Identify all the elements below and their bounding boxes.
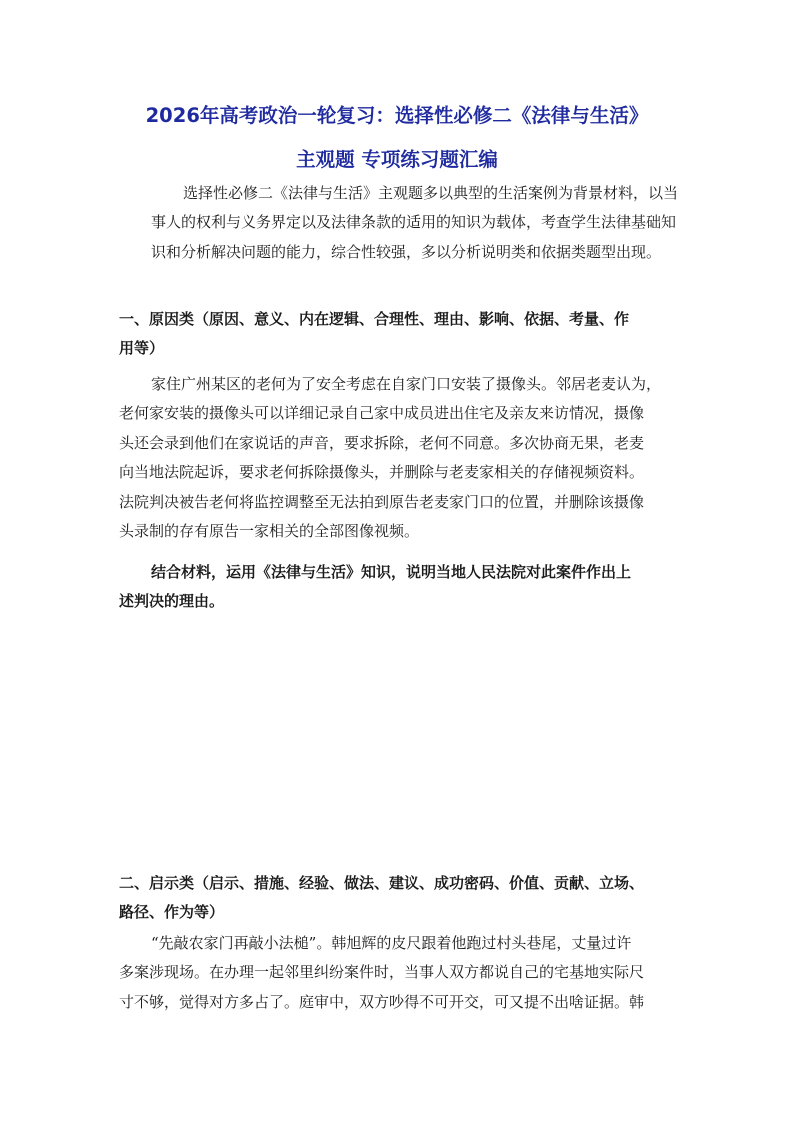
case-line: 向当地法院起诉，要求老何拆除摄像头，并删除与老麦家相关的存储视频资料。 (119, 463, 645, 482)
section1-heading-line: 用等） (119, 339, 165, 358)
question-line: 述判决的理由。 (119, 592, 225, 611)
section1-case-paragraph (119, 370, 684, 546)
case-line: 头还会录到他们在家说话的声音，要求拆除，老何不同意。多次协商无果，老麦 (119, 433, 645, 452)
document-title-line1: 2026年高考政治一轮复习：选择性必修二《法律与生活》 (145, 104, 649, 127)
section2-heading (119, 869, 684, 928)
case-line: “先敲农家门再敲小法槌”。韩旭辉的皮尺跟着他跑过村头巷尾，丈量过许 (151, 934, 632, 952)
case-line: 老何家安装的摄像头可以详细记录自己家中成员进出住宅及亲友来访情况，摄像 (119, 404, 645, 423)
intro-line: 事人的权利与义务界定以及法律条款的适用的知识为载体，考查学生法律基础知 (151, 213, 677, 232)
section2-heading-line: 路径、作为等） (119, 903, 225, 922)
case-line: 多案涉现场。在办理一起邻里纠纷案件时，当事人双方都说自己的宅基地实际尺 (119, 963, 645, 982)
intro-paragraph (119, 179, 684, 267)
case-line: 头录制的存有原告一家相关的全部图像视频。 (119, 522, 420, 541)
section1-heading-line: 一、原因类（原因、意义、内在逻辑、合理性、理由、影响、依据、考量、作 (119, 310, 630, 328)
section2-case-paragraph (119, 929, 684, 1017)
case-line: 寸不够，觉得对方多占了。庭审中，双方吵得不可开交，可又提不出啥证据。韩 (119, 992, 645, 1011)
question-line: 结合材料，运用《法律与生活》知识，说明当地人民法院对此案件作出上 (151, 563, 632, 581)
intro-line: 选择性必修二《法律与生活》主观题多以典型的生活案例为背景材料，以当 (183, 184, 679, 202)
intro-line: 识和分析解决问题的能力，综合性较强，多以分析说明类和依据类题型出现。 (151, 242, 662, 261)
section1-heading (119, 305, 684, 364)
section2-heading-line: 二、启示类（启示、措施、经验、做法、建议、成功密码、价值、贡献、立场、 (119, 874, 645, 892)
case-line: 家住广州某区的老何为了安全考虑在自家门口安装了摄像头。邻居老麦认为， (151, 375, 662, 393)
case-line: 法院判决被告老何将监控调整至无法拍到原告老麦家门口的位置，并删除该摄像 (119, 492, 645, 511)
document-title-line2: 主观题 专项练习题汇编 (296, 148, 498, 171)
section1-question (119, 558, 684, 617)
